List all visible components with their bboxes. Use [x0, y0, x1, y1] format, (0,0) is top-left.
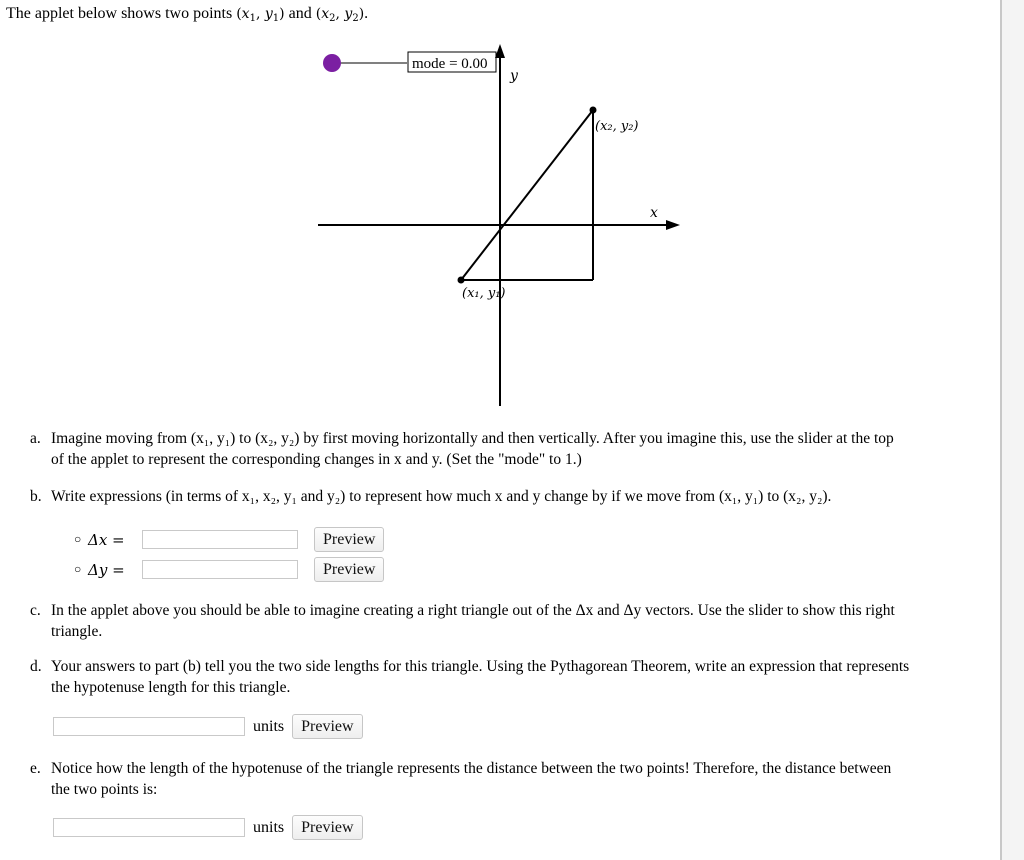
point1-label: (x₁, y₁) [462, 286, 506, 301]
dx-label: Δx = [88, 530, 125, 549]
part-b-letter: b. [30, 488, 42, 505]
y-axis-arrow [495, 44, 505, 58]
hypotenuse-units: units [253, 717, 285, 735]
part-b-text: Write expressions (in terms of x₁, x₂, y₁ and y₂) to represent how much x and y change by if we move from (x₁, y₁) to (x₂, y₂). [51, 488, 832, 505]
point2-marker[interactable] [590, 107, 597, 114]
intro-text: The applet below shows two points ($x_1$, $y_1$) and ($x_2$, $y_2$). [6, 5, 369, 24]
hypotenuse-input[interactable] [53, 717, 245, 736]
bullet-icon: ○ [74, 532, 82, 546]
hypotenuse-preview-button[interactable]: Preview [292, 714, 362, 739]
part-c-text: In the applet above you should be able to imagine creating a right triangle out of the Δx and Δy vectors. Use the slider to show this right triangle. [51, 602, 895, 640]
distance-input[interactable] [53, 818, 245, 837]
part-e-text: Notice how the length of the hypotenuse of the triangle represents the distance between the two points! Therefore, the distance between the two points is: [51, 760, 892, 798]
answer-row-hypotenuse [53, 714, 363, 739]
dy-input[interactable] [142, 560, 298, 579]
hypotenuse-line [461, 110, 593, 280]
part-a-text: Imagine moving from (x₁, y₁) to (x₂, y₂) by first moving horizontally and then vertically. After you imagine this, use the slider at the top of the applet to represent the corresponding changes in x and y. (Set the "mode" to 1.) [51, 430, 894, 468]
dy-label: Δy = [88, 560, 125, 579]
answer-row-dy [74, 557, 384, 582]
slider-handle[interactable] [323, 54, 341, 72]
x-axis-label: x [650, 205, 658, 221]
intro-point1: ($x_1$, $y_1$) [236, 6, 285, 24]
dx-preview-button[interactable]: Preview [314, 527, 384, 552]
dx-input[interactable] [142, 530, 298, 549]
slider-label: mode = 0.00 [412, 56, 488, 72]
bullet-icon: ○ [74, 562, 82, 576]
applet [300, 38, 700, 410]
y-axis-label: y [510, 68, 518, 84]
scrollbar-gutter[interactable] [1002, 0, 1024, 860]
distance-preview-button[interactable]: Preview [292, 815, 362, 840]
point2-label: (x₂, y₂) [595, 119, 639, 134]
answer-row-distance [53, 815, 363, 840]
part-e-letter: e. [30, 760, 41, 777]
dy-preview-button[interactable]: Preview [314, 557, 384, 582]
answer-row-dx [74, 527, 384, 552]
intro-point2: ($x_2$, $y_2$) [315, 6, 365, 24]
part-c-letter: c. [30, 602, 41, 619]
x-axis-arrow [666, 220, 680, 230]
part-d-text: Your answers to part (b) tell you the two side lengths for this triangle. Using the Pythagorean Theorem, write an expression that represents the hypotenuse length for this triangle. [51, 658, 910, 696]
distance-units: units [253, 818, 285, 836]
part-d-letter: d. [30, 658, 42, 675]
part-a-letter: a. [30, 430, 41, 447]
point1-marker[interactable] [458, 277, 465, 284]
